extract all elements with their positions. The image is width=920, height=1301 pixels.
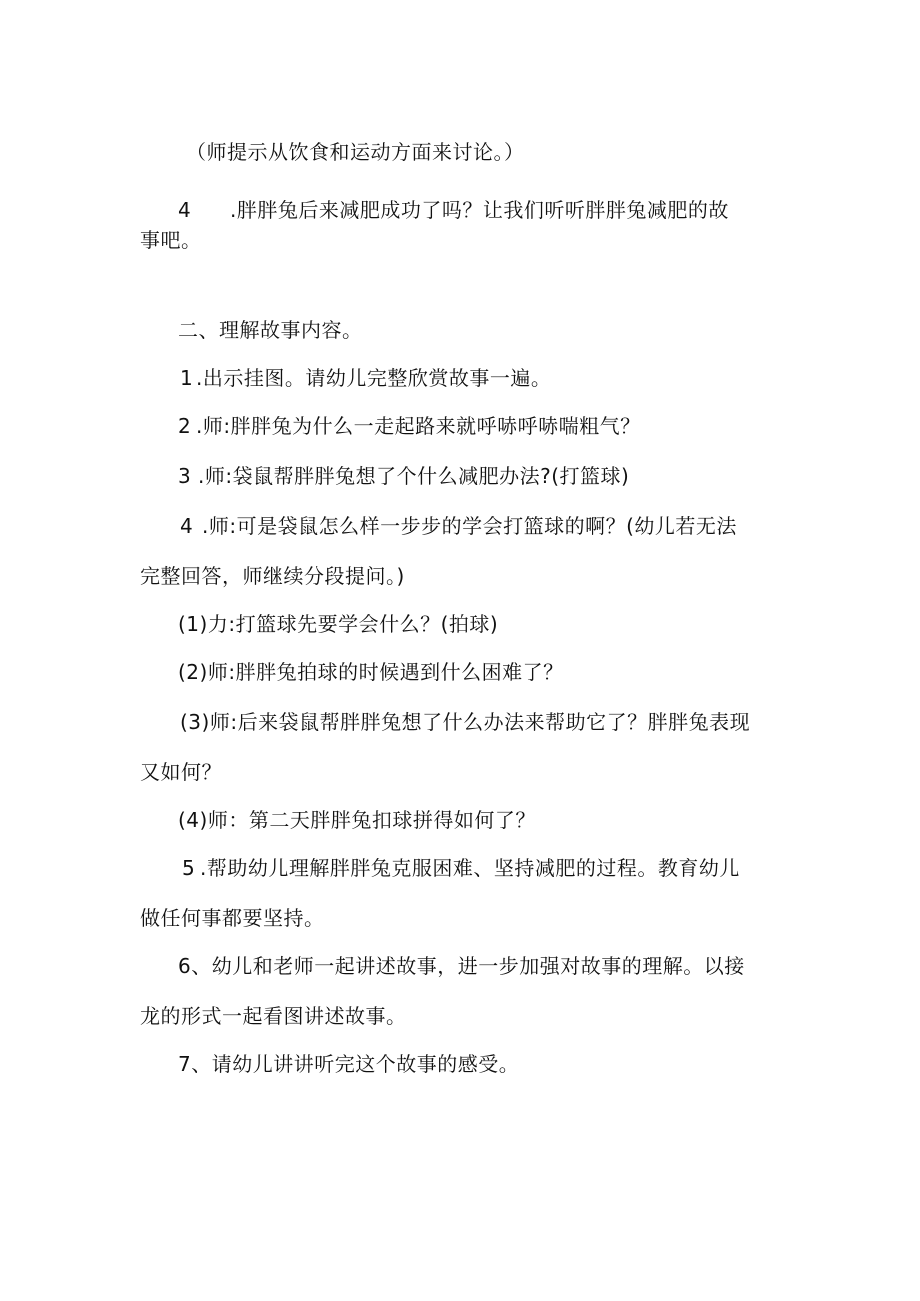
paragraph-line: 3 .师:袋鼠帮胖胖兔想了个什么减肥办法?(打篮球): [178, 464, 630, 488]
item-number: 1: [180, 366, 194, 390]
paragraph-line: (4)师：第二天胖胖兔扣球拼得如何了？: [178, 808, 536, 832]
paragraph-line: (3)师:后来袋鼠帮胖胖兔想了什么办法来帮助它了？胖胖兔表现: [180, 710, 751, 734]
section-heading: 二、理解故事内容。: [178, 318, 363, 342]
paragraph-line: 事吧。: [140, 228, 202, 252]
paragraph-line: 做任何事都要坚持。: [140, 906, 325, 930]
item-number: 3: [178, 464, 192, 488]
paragraph-line: 2 .师:胖胖兔为什么一走起路来就呼哧呼哧喘粗气？: [178, 414, 641, 438]
paragraph-line: （师提示从饮食和运动方面来讨论。）: [186, 140, 525, 164]
paragraph-line: 4 .师:可是袋鼠怎么样一步步的学会打篮球的啊？(幼儿若无法: [180, 514, 737, 538]
paragraph-line: (1)力:打篮球先要学会什么？(拍球): [178, 612, 499, 636]
paragraph-line: 完整回答，师继续分段提问。): [140, 564, 405, 588]
paragraph-line: 6、幼儿和老师一起讲述故事，进一步加强对故事的理解。以接: [178, 954, 745, 978]
paragraph-line: 5 .帮助幼儿理解胖胖兔克服困难、坚持减肥的过程。教育幼儿: [182, 856, 740, 880]
paragraph-line: 又如何？: [140, 760, 222, 784]
paragraph-line: 4 .胖胖兔后来减肥成功了吗？让我们听听胖胖兔减肥的故: [178, 198, 729, 222]
item-number: 2: [178, 414, 192, 438]
item-number: 4: [178, 198, 192, 222]
paragraph-line: 龙的形式一起看图讲述故事。: [140, 1004, 407, 1028]
item-number: 4: [180, 514, 194, 538]
item-number: 5: [182, 856, 196, 880]
paragraph-line: (2)师:胖胖兔拍球的时候遇到什么困难了？: [178, 660, 564, 684]
paragraph-line: 1 .出示挂图。请幼儿完整欣赏故事一遍。: [180, 366, 552, 390]
paragraph-line: 7、请幼儿讲讲听完这个故事的感受。: [178, 1052, 520, 1076]
